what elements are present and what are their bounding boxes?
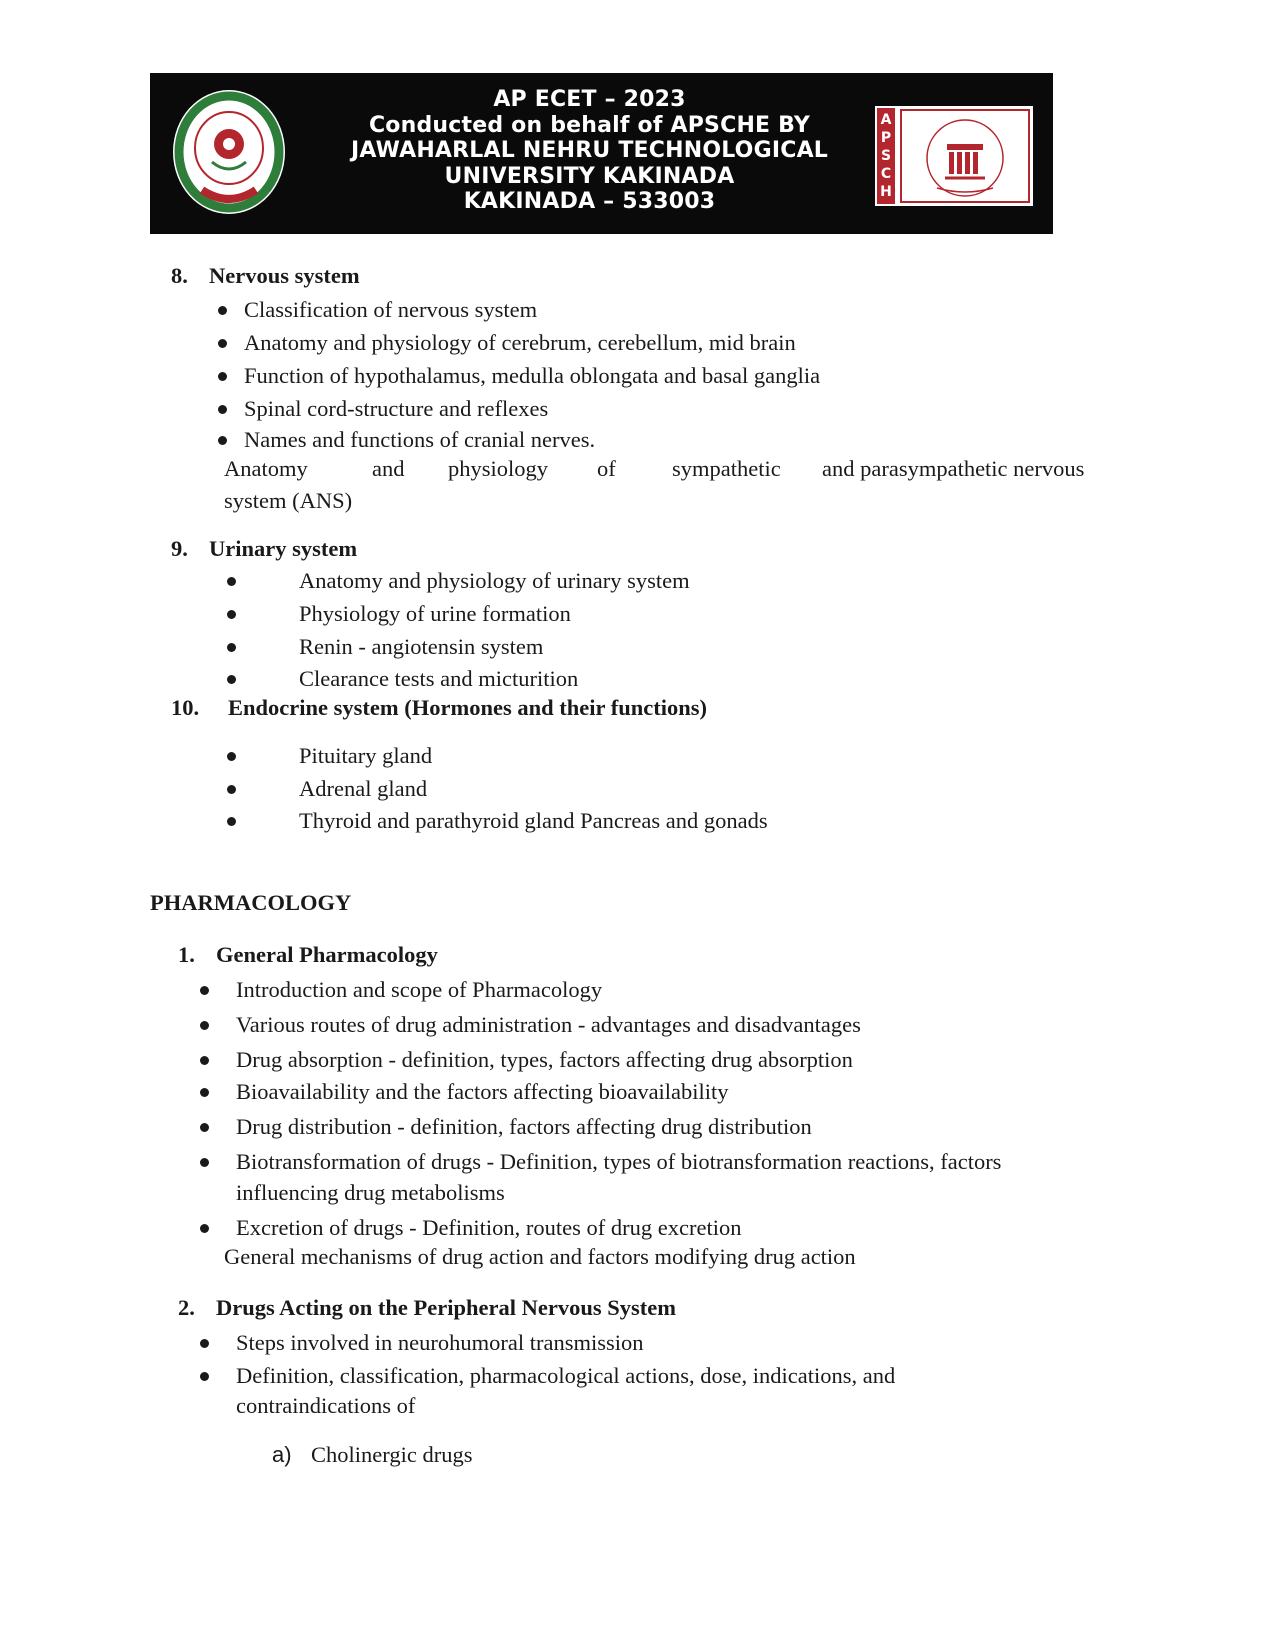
list-item: Anatomy and physiology of urinary system (299, 568, 690, 593)
bullet-icon (218, 339, 227, 348)
bullet-icon (200, 1056, 209, 1065)
list-item-continuation: influencing drug metabolisms (236, 1180, 505, 1205)
list-item: Steps involved in neurohumoral transmission (236, 1330, 644, 1355)
section-title: Endocrine system (Hormones and their functions) (228, 695, 707, 720)
bullet-icon (200, 1123, 209, 1132)
section-number: 2. (178, 1295, 195, 1320)
section-title: General Pharmacology (216, 942, 438, 967)
list-item: Function of hypothalamus, medulla oblongata and basal ganglia (244, 363, 821, 388)
bullet-icon (227, 577, 236, 586)
bullet-icon (218, 405, 227, 414)
bullet-icon (200, 1088, 209, 1097)
section-number: 8. (171, 263, 188, 288)
banner-line-4: UNIVERSITY KAKINADA (444, 163, 735, 189)
bullet-icon (218, 306, 227, 315)
jntu-seal-logo (172, 90, 286, 218)
list-item: Renin - angiotensin system (299, 634, 544, 659)
sub-list-marker: a) (272, 1442, 292, 1467)
list-item: Clearance tests and micturition (299, 666, 579, 691)
list-item: Drug absorption - definition, types, factors affecting drug absorption (236, 1047, 853, 1072)
section-title: Drugs Acting on the Peripheral Nervous System (216, 1295, 676, 1320)
list-item: Adrenal gland (299, 776, 428, 801)
svg-text:A: A (880, 112, 892, 128)
banner-line-1: AP ECET – 2023 (493, 87, 686, 112)
bullet-icon (227, 643, 236, 652)
banner-title (292, 87, 887, 215)
list-item: Physiology of urine formation (299, 601, 571, 626)
banner-line-2: Conducted on behalf of APSCHE BY (368, 112, 811, 138)
list-item: Introduction and scope of Pharmacology (236, 977, 603, 1002)
bullet-icon (200, 1372, 209, 1381)
paragraph-word: sympathetic (672, 456, 781, 481)
svg-text:P: P (880, 130, 892, 146)
bullet-icon (218, 372, 227, 381)
paragraph-word: Anatomy (224, 456, 308, 481)
page-heading: PHARMACOLOGY (150, 890, 352, 915)
list-item: Biotransformation of drugs - Definition, types of biotransformation reactions, factors (236, 1149, 1002, 1174)
paragraph-word: and (372, 456, 405, 481)
section-number: 1. (178, 942, 195, 967)
section-title: Urinary system (209, 536, 358, 561)
bullet-icon (227, 675, 236, 684)
list-item: Pituitary gland (299, 743, 433, 768)
bullet-icon (218, 436, 227, 445)
bullet-icon (200, 1339, 209, 1348)
bullet-icon (227, 785, 236, 794)
paragraph-line: system (ANS) (224, 488, 353, 513)
list-item: Various routes of drug administration - advantages and disadvantages (236, 1012, 861, 1037)
list-item: Definition, classification, pharmacological actions, dose, indications, and (236, 1363, 896, 1388)
sub-list-item: Cholinergic drugs (311, 1442, 473, 1467)
list-item: Drug distribution - definition, factors affecting drug distribution (236, 1114, 812, 1139)
bullet-icon (200, 986, 209, 995)
apsche-logo (875, 106, 1033, 206)
list-item: Names and functions of cranial nerves. (244, 427, 596, 452)
list-item: Spinal cord-structure and reflexes (244, 396, 549, 421)
bullet-icon (200, 1224, 209, 1233)
list-item: Anatomy and physiology of cerebrum, cerebellum, mid brain (244, 330, 796, 355)
section-number: 9. (171, 536, 188, 561)
list-item-continuation: contraindications of (236, 1393, 416, 1418)
list-item: Classification of nervous system (244, 297, 538, 322)
svg-text:S: S (880, 148, 892, 164)
list-item: Excretion of drugs - Definition, routes of drug excretion (236, 1215, 742, 1240)
list-item: Thyroid and parathyroid gland Pancreas and gonads (299, 808, 768, 833)
bullet-icon (227, 817, 236, 826)
bullet-icon (200, 1158, 209, 1167)
paragraph-word: of (597, 456, 616, 481)
header-banner (150, 73, 1053, 234)
svg-text:H: H (880, 184, 892, 200)
bullet-icon (227, 752, 236, 761)
bullet-icon (227, 610, 236, 619)
paragraph-word: and parasympathetic nervous (822, 456, 1085, 481)
section-title: Nervous system (209, 263, 360, 288)
banner-line-3: JAWAHARLAL NEHRU TECHNOLOGICAL (350, 138, 829, 163)
list-item: Bioavailability and the factors affecting bioavailability (236, 1079, 729, 1104)
paragraph-word: physiology (448, 456, 549, 481)
section-number: 10. (171, 695, 200, 720)
svg-text:C: C (880, 166, 892, 182)
paragraph-line: General mechanisms of drug action and factors modifying drug action (224, 1244, 856, 1269)
bullet-icon (200, 1021, 209, 1030)
banner-line-5: KAKINADA – 533003 (463, 189, 716, 214)
